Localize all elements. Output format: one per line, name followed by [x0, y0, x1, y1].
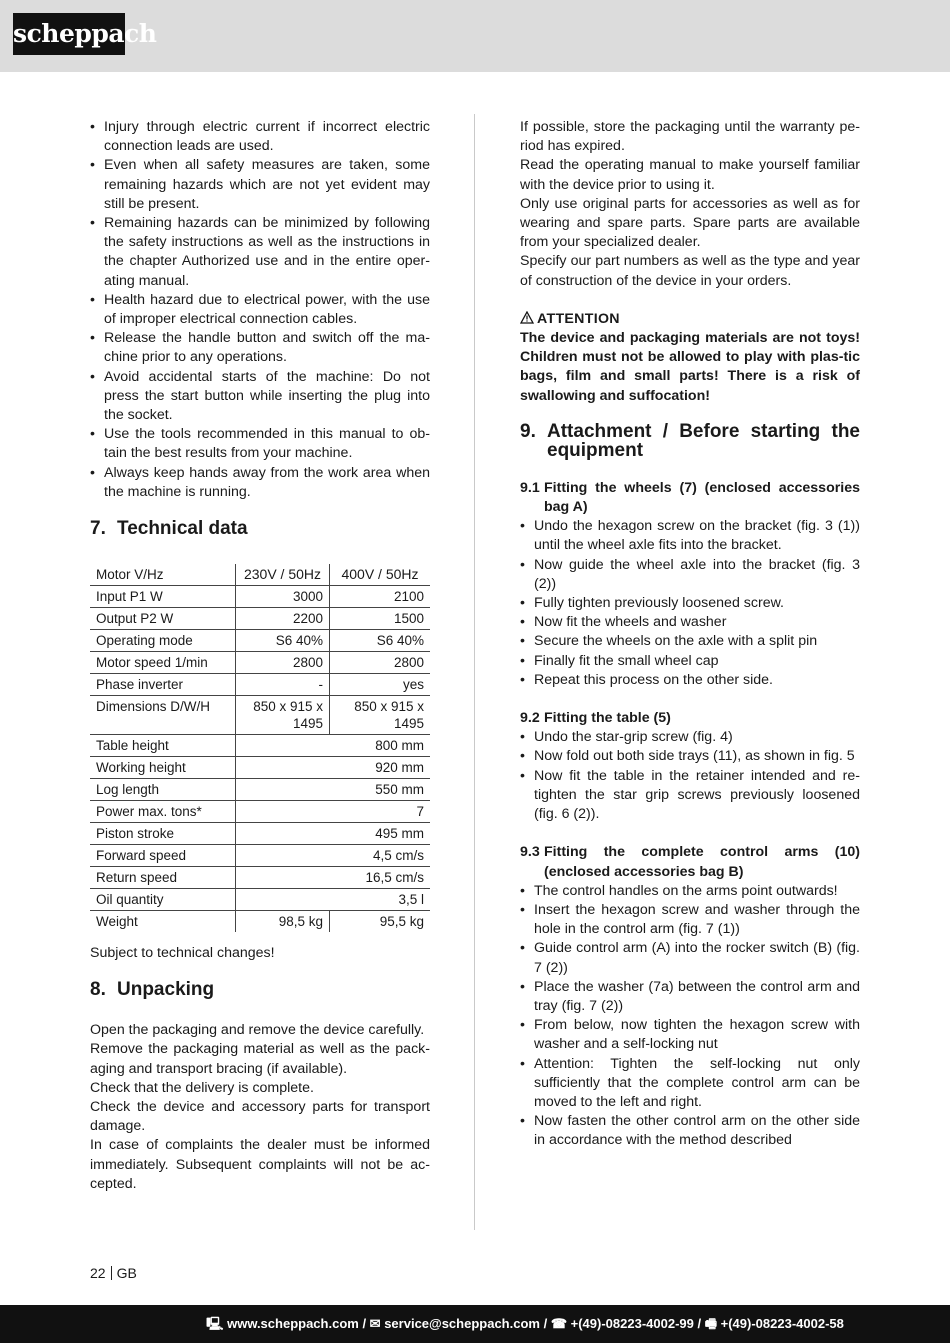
spec-value: 800 mm: [236, 735, 431, 757]
technical-data-table: [90, 564, 430, 932]
spec-value: S6 40%: [236, 630, 330, 652]
spec-label: Forward speed: [90, 845, 236, 867]
spec-value: 495 mm: [236, 823, 431, 845]
table-row: [90, 564, 430, 586]
step-list: [520, 728, 860, 824]
attention-heading: ATTENTION: [520, 310, 860, 329]
spec-value: 2200: [236, 608, 330, 630]
paragraph: Open the packaging and remove the device carefully.: [90, 1022, 425, 1039]
spec-value: 95,5 kg: [330, 911, 431, 933]
spec-value: -: [236, 674, 330, 696]
list-item: • Attention: Tighten the self-locking nut only sufficiently that the complete control arm can be moved to the left and right.: [520, 1055, 860, 1110]
spec-value: 2100: [330, 586, 431, 608]
spec-value: 2800: [330, 652, 431, 674]
list-item: • Secure the wheels on the axle with a split pin: [520, 633, 818, 650]
spec-label: Log length: [90, 779, 236, 801]
spec-value: 850 x 915 x 1495: [330, 696, 431, 735]
spec-value: S6 40%: [330, 630, 431, 652]
header-bar: [0, 0, 950, 72]
list-item: • From below, now tighten the hexagon screw with washer and a self-locking nut: [520, 1017, 860, 1053]
spec-label: Dimensions D/W/H: [90, 696, 236, 735]
list-item: • Now fold out both side trays (11), as shown in fig. 5: [520, 748, 855, 765]
scheppach-logo: scheppach: [13, 13, 125, 55]
list-item: • Guide control arm (A) into the rocker switch (B) (fig. 7 (2)): [520, 940, 860, 976]
table-row: [90, 674, 430, 696]
spec-value: 850 x 915 x 1495: [236, 696, 330, 735]
phone-icon: ☎: [550, 1316, 568, 1331]
spec-value: 3000: [236, 586, 330, 608]
list-item: • Repeat this process on the other side.: [520, 671, 773, 688]
section-9-subsections: [520, 479, 860, 1151]
list-item: • Now fit the table in the retainer intended and re-tighten the star grip screws previously loosened (fig. 6 (2)).: [520, 767, 860, 823]
spec-value: 7: [236, 801, 431, 823]
technical-note: Subject to technical changes!: [90, 945, 275, 962]
table-row: [90, 823, 430, 845]
table-row: [90, 845, 430, 867]
section-8-heading: 8. Unpacking: [90, 979, 215, 1001]
spec-value: yes: [330, 674, 431, 696]
computer-icon: 🖳︎: [206, 1316, 224, 1331]
spec-value: 16,5 cm/s: [236, 867, 431, 889]
paragraph: If possible, store the packaging until the warranty pe-riod has expired.: [520, 119, 860, 155]
spec-label: Power max. tons*: [90, 801, 236, 823]
spec-label: Operating mode: [90, 630, 236, 652]
spec-value: 920 mm: [236, 757, 431, 779]
step-list: [520, 882, 860, 1151]
spec-label: Return speed: [90, 867, 236, 889]
list-item: • Fully tighten previously loosened screw.: [520, 595, 784, 612]
subsection-heading: 9.2 Fitting the table (5): [520, 710, 671, 727]
list-item: • Release the handle button and switch off the ma-chine prior to any operations.: [90, 330, 430, 366]
list-item: • Injury through electric current if incorrect electric connection leads are used.: [90, 119, 430, 155]
list-item: • Health hazard due to electrical power, with the use of improper electrical connection cables.: [90, 291, 430, 328]
spec-label: Phase inverter: [90, 674, 236, 696]
table-row: [90, 779, 430, 801]
table-row: [90, 735, 430, 757]
list-item: • Even when all safety measures are taken, some remaining hazards which are not yet evident may still be present.: [90, 157, 430, 212]
phone-number: +(49)-08223-4002-99: [570, 1316, 694, 1331]
paragraph: Remove the packaging material as well as the pack-aging and transport bracing (if available).: [90, 1041, 430, 1077]
spec-label: Piston stroke: [90, 823, 236, 845]
spec-value: 400V / 50Hz: [330, 564, 431, 586]
spec-value: 98,5 kg: [236, 911, 330, 933]
spec-label: Oil quantity: [90, 889, 236, 911]
spec-label: Input P1 W: [90, 586, 236, 608]
paragraph: Read the operating manual to make yourself familiar with the device prior to using it.: [520, 157, 860, 193]
mail-icon: ✉︎: [369, 1316, 381, 1331]
section-9-heading: 9. Attachment / Before starting the equipment: [520, 420, 860, 462]
table-row: [90, 586, 430, 608]
table-row: [90, 652, 430, 674]
footer-bar: [0, 1305, 950, 1343]
list-item: • The control handles on the arms point outwards!: [520, 882, 838, 899]
list-item: • Now fasten the other control arm on the other side in accordance with the method described: [520, 1113, 860, 1149]
list-item: • Undo the star-grip screw (fig. 4): [520, 729, 733, 746]
spec-label: Motor V/Hz: [90, 564, 236, 586]
table-row: [90, 608, 430, 630]
packaging-text: [520, 118, 860, 291]
paragraph: Check that the delivery is complete.: [90, 1079, 314, 1096]
spec-value: 2800: [236, 652, 330, 674]
column-divider: [474, 114, 475, 1230]
spec-label: Table height: [90, 735, 236, 757]
table-row: [90, 801, 430, 823]
table-row: [90, 867, 430, 889]
spec-value: 1500: [330, 608, 431, 630]
subsection-heading: 9.1 Fitting the wheels (7) (enclosed accessories bag A): [520, 479, 860, 516]
paragraph: Specify our part numbers as well as the type and year of construction of the device in your orders.: [520, 253, 860, 289]
spec-value: 550 mm: [236, 779, 431, 801]
attention-text: The device and packaging materials are not toys! Children must not be allowed to play with plas-tic bags, film and small parts! There is a risk of swallowing and suffocation!: [520, 330, 860, 404]
spec-label: Working height: [90, 757, 236, 779]
table-row: [90, 889, 430, 911]
list-item: • Insert the hexagon screw and washer through the hole in the control arm (fig. 7 (1)): [520, 901, 860, 938]
fax-number: +(49)-08223-4002-58: [720, 1316, 844, 1331]
table-row: [90, 911, 430, 933]
list-item: • Remaining hazards can be minimized by following the safety instructions as well as the instructions in the chapter Authorized use and in the entire oper-ating manual.: [90, 215, 430, 289]
table-row: [90, 630, 430, 652]
list-item: • Undo the hexagon screw on the bracket (fig. 3 (1)) until the wheel axle fits into the bracket.: [520, 518, 860, 554]
table-row: [90, 696, 430, 735]
left-column: [90, 118, 430, 1194]
fax-icon: 🖷︎: [704, 1316, 717, 1331]
list-item: • Now fit the wheels and washer: [520, 614, 727, 631]
website-link[interactable]: www.scheppach.com: [227, 1316, 359, 1331]
step-list: [520, 517, 860, 690]
list-item: • Avoid accidental starts of the machine: Do not press the start button while inserting the plug into the socket.: [90, 368, 430, 424]
spec-value: 3,5 l: [236, 889, 431, 911]
section-7-heading: 7. Technical data: [90, 518, 248, 540]
hazard-list: [90, 118, 430, 502]
list-item: • Finally fit the small wheel cap: [520, 652, 719, 669]
unpacking-text: [90, 1021, 430, 1194]
email-link[interactable]: service@scheppach.com: [384, 1316, 540, 1331]
spec-value: 230V / 50Hz: [236, 564, 330, 586]
subsection-heading: 9.3 Fitting the complete control arms (10) (enclosed accessories bag B): [520, 844, 860, 880]
paragraph: In case of complaints the dealer must be informed immediately. Subsequent complaints will not be ac-cepted.: [90, 1137, 430, 1192]
footer-contact: 🖳︎ www.scheppach.com / ✉︎ service@scheppach.com / ☎ +(49)-08223-4002-99 / 🖷︎ +(49)-08223-4002-58: [206, 1316, 844, 1331]
paragraph: Check the device and accessory parts for transport damage.: [90, 1099, 430, 1135]
list-item: • Place the washer (7a) between the control arm and tray (fig. 7 (2)): [520, 978, 860, 1014]
warning-triangle-icon: [520, 311, 534, 324]
table-row: [90, 757, 430, 779]
spec-label: Motor speed 1/min: [90, 652, 236, 674]
list-item: • Always keep hands away from the work area when the machine is running.: [90, 464, 430, 500]
right-column: [520, 118, 860, 1151]
list-item: • Use the tools recommended in this manual to ob-tain the best results from your machine.: [90, 426, 430, 462]
paragraph: Only use original parts for accessories as well as for wearing and spare parts. Spare parts are available from your specialized dealer.: [520, 195, 860, 251]
spec-value: 4,5 cm/s: [236, 845, 431, 867]
list-item: • Now guide the wheel axle into the bracket (fig. 3 (2)): [520, 556, 860, 592]
spec-label: Output P2 W: [90, 608, 236, 630]
spec-label: Weight: [96, 914, 138, 930]
page-number: 22 GB: [90, 1265, 137, 1281]
